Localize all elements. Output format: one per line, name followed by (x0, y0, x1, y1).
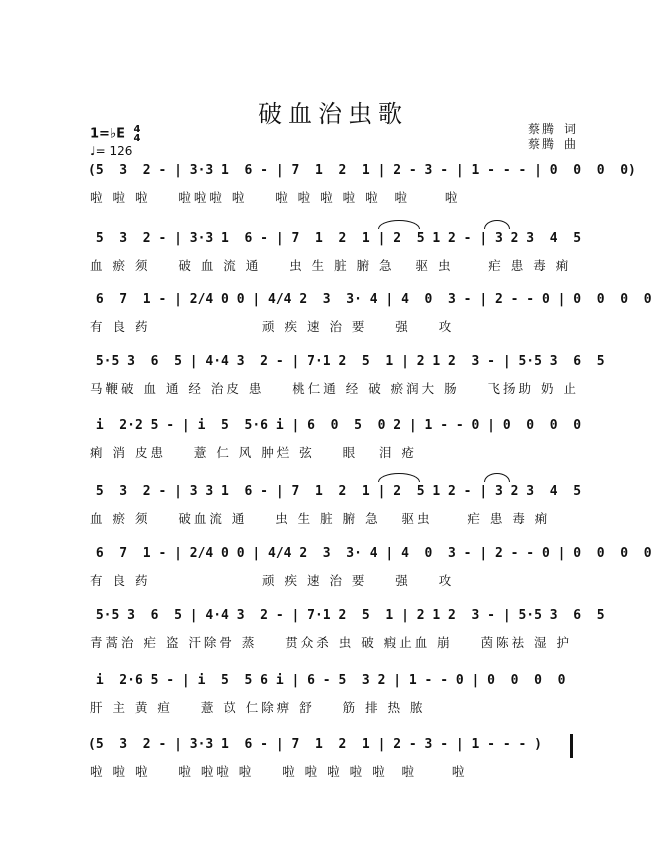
lyric-line: 血 瘀 须 破血流 通 虫 生 脏 腑 急 驱虫 疟 患 毒 痢 (90, 511, 551, 526)
slur-mark (378, 220, 420, 229)
lyric-line: 血 瘀 须 破 血 流 通 虫 生 脏 腑 急 驱 虫 疟 患 毒 痢 (90, 258, 572, 273)
time-bottom: 4 (133, 133, 141, 144)
lyric-line: 痢 消 皮患 薏 仁 风 肿烂 弦 眼 泪 疮 (90, 445, 418, 460)
notation-line: 6 7 1 - | 2/4 0 0 | 4/4 2 3 3· 4 | 4 0 3 - | 2 - - 0 | 0 0 0 0 (88, 292, 652, 307)
notation-line: i 2·2 5 - | i 5 5·6 i | 6 0 5 0 2 | 1 - - 0 | 0 0 0 0 (88, 418, 582, 433)
final-barline (570, 734, 573, 758)
notation-line: 6 7 1 - | 2/4 0 0 | 4/4 2 3 3· 4 | 4 0 3 - | 2 - - 0 | 0 0 0 0 (88, 546, 652, 561)
tempo-marking: ♩= 126 (90, 144, 133, 158)
slur-mark (484, 220, 510, 229)
key-signature (90, 125, 140, 143)
lyric-line: 马鞭破 血 通 经 治皮 患 桃仁通 经 破 瘀润大 肠 飞扬助 奶 止 (90, 381, 579, 396)
lyric-line: 啦 啦 啦 啦啦啦 啦 啦 啦 啦 啦 啦 啦 啦 (90, 190, 461, 205)
slur-mark (378, 473, 420, 482)
key-label: 1=♭E (90, 126, 125, 142)
lyric-line: 有 良 药 顽 疾 速 治 要 强 攻 (90, 573, 455, 588)
time-top: 4 (133, 124, 141, 135)
notation-line: i 2·6 5 - | i 5 5 6 i | 6 - 5 3 2 | 1 - - 0 | 0 0 0 0 (88, 673, 566, 688)
notation-line: 5·5 3 6 5 | 4·4 3 2 - | 7·1 2 5 1 | 2 1 2 3 - | 5·5 3 6 5 (88, 608, 605, 623)
lyric-line: 肝 主 黄 疸 薏 苡 仁除痹 舒 筋 排 热 脓 (90, 700, 426, 715)
notation-line: 5·5 3 6 5 | 4·4 3 2 - | 7·1 2 5 1 | 2 1 2 3 - | 5·5 3 6 5 (88, 354, 605, 369)
notation-line: (5 3 2 - | 3·3 1 6 - | 7 1 2 1 | 2 - 3 - | 1 - - - ) (88, 737, 542, 752)
lyricist-credit: 蔡腾 词 (528, 122, 579, 136)
composer-credit: 蔡腾 曲 (528, 137, 579, 151)
notation-line: 5 3 2 - | 3·3 1 6 - | 7 1 2 1 | 2 5 1 2 - | 3 2 3 4 5 (88, 231, 582, 246)
slur-mark (484, 473, 510, 482)
notation-line: 5 3 2 - | 3 3 1 6 - | 7 1 2 1 | 2 5 1 2 - | 3 2 3 4 5 (88, 484, 582, 499)
lyric-line: 啦 啦 啦 啦 啦啦 啦 啦 啦 啦 啦 啦 啦 啦 (90, 764, 468, 779)
lyric-line: 有 良 药 顽 疾 速 治 要 强 攻 (90, 319, 455, 334)
notation-line: (5 3 2 - | 3·3 1 6 - | 7 1 2 1 | 2 - 3 - | 1 - - - | 0 0 0 0) (88, 163, 636, 178)
time-signature (133, 125, 140, 143)
song-title: 破血治虫歌 (258, 100, 408, 128)
credits (528, 122, 578, 152)
lyric-line: 青蒿治 疟 盗 汗除骨 蒸 贯众杀 虫 破 瘕止血 崩 茵陈祛 湿 护 (90, 635, 573, 650)
